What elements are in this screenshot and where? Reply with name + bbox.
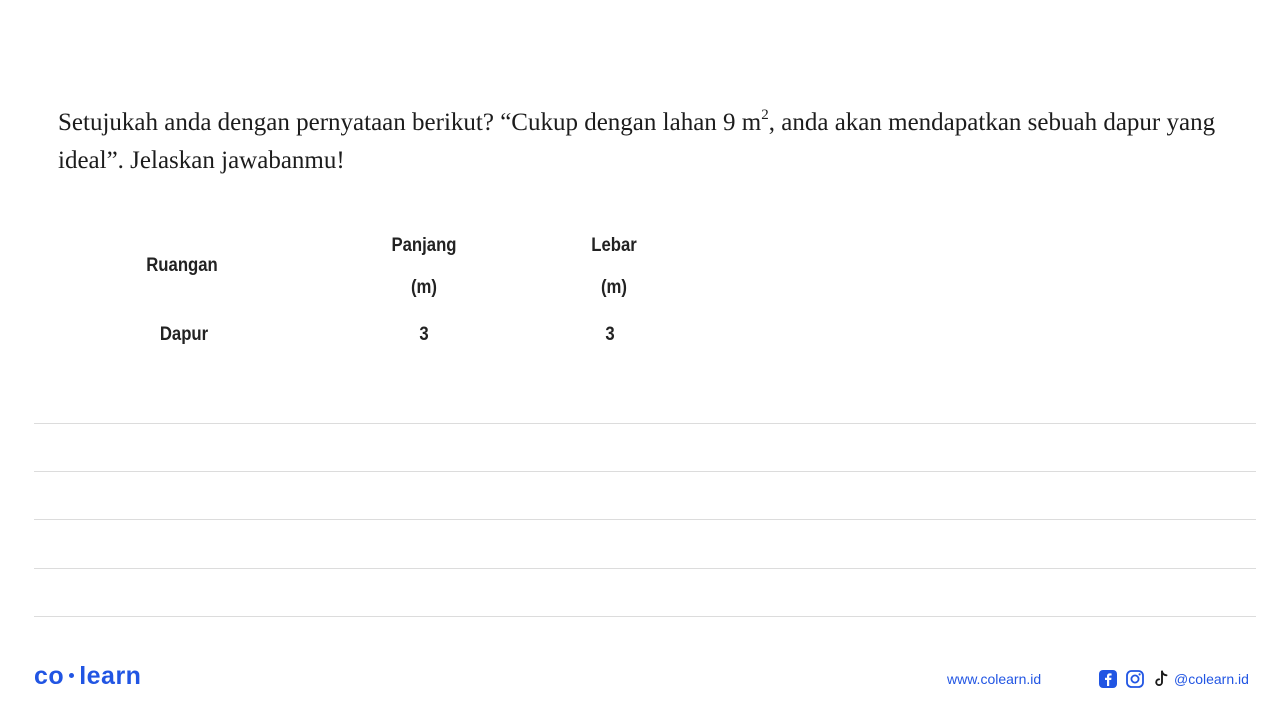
logo-dot [69, 673, 74, 678]
row-length: 3 [419, 324, 429, 345]
question-text-after: , anda akan mendapatkan sebuah dapur yang ideal”. Jelaskan jawabanmu! [58, 109, 1216, 174]
instagram-icon[interactable] [1125, 669, 1145, 689]
logo-right: learn [79, 662, 142, 690]
answer-line [34, 471, 1256, 472]
answer-line [34, 616, 1256, 617]
tiktok-icon[interactable] [1151, 669, 1171, 689]
question-text [58, 104, 1218, 180]
question-superscript: 2 [761, 106, 769, 123]
colearn-logo [34, 662, 141, 691]
header-length-unit: (m) [410, 277, 438, 298]
header-width: Lebar [591, 235, 637, 256]
header-room: Ruangan [146, 255, 218, 276]
website-link[interactable]: www.colearn.id [947, 671, 1042, 687]
answer-line [34, 568, 1256, 569]
header-width-unit: (m) [600, 277, 628, 298]
answer-line [34, 423, 1256, 424]
row-room: Dapur [159, 324, 209, 345]
header-length: Panjang [391, 235, 457, 256]
social-handle[interactable]: @colearn.id [1174, 671, 1249, 687]
facebook-icon[interactable] [1098, 669, 1118, 689]
row-width: 3 [605, 324, 615, 345]
answer-line [34, 519, 1256, 520]
logo-left: co [34, 662, 65, 690]
question-text-before: Setujukah anda dengan pernyataan berikut? “Cukup dengan lahan 9 m [58, 109, 762, 136]
